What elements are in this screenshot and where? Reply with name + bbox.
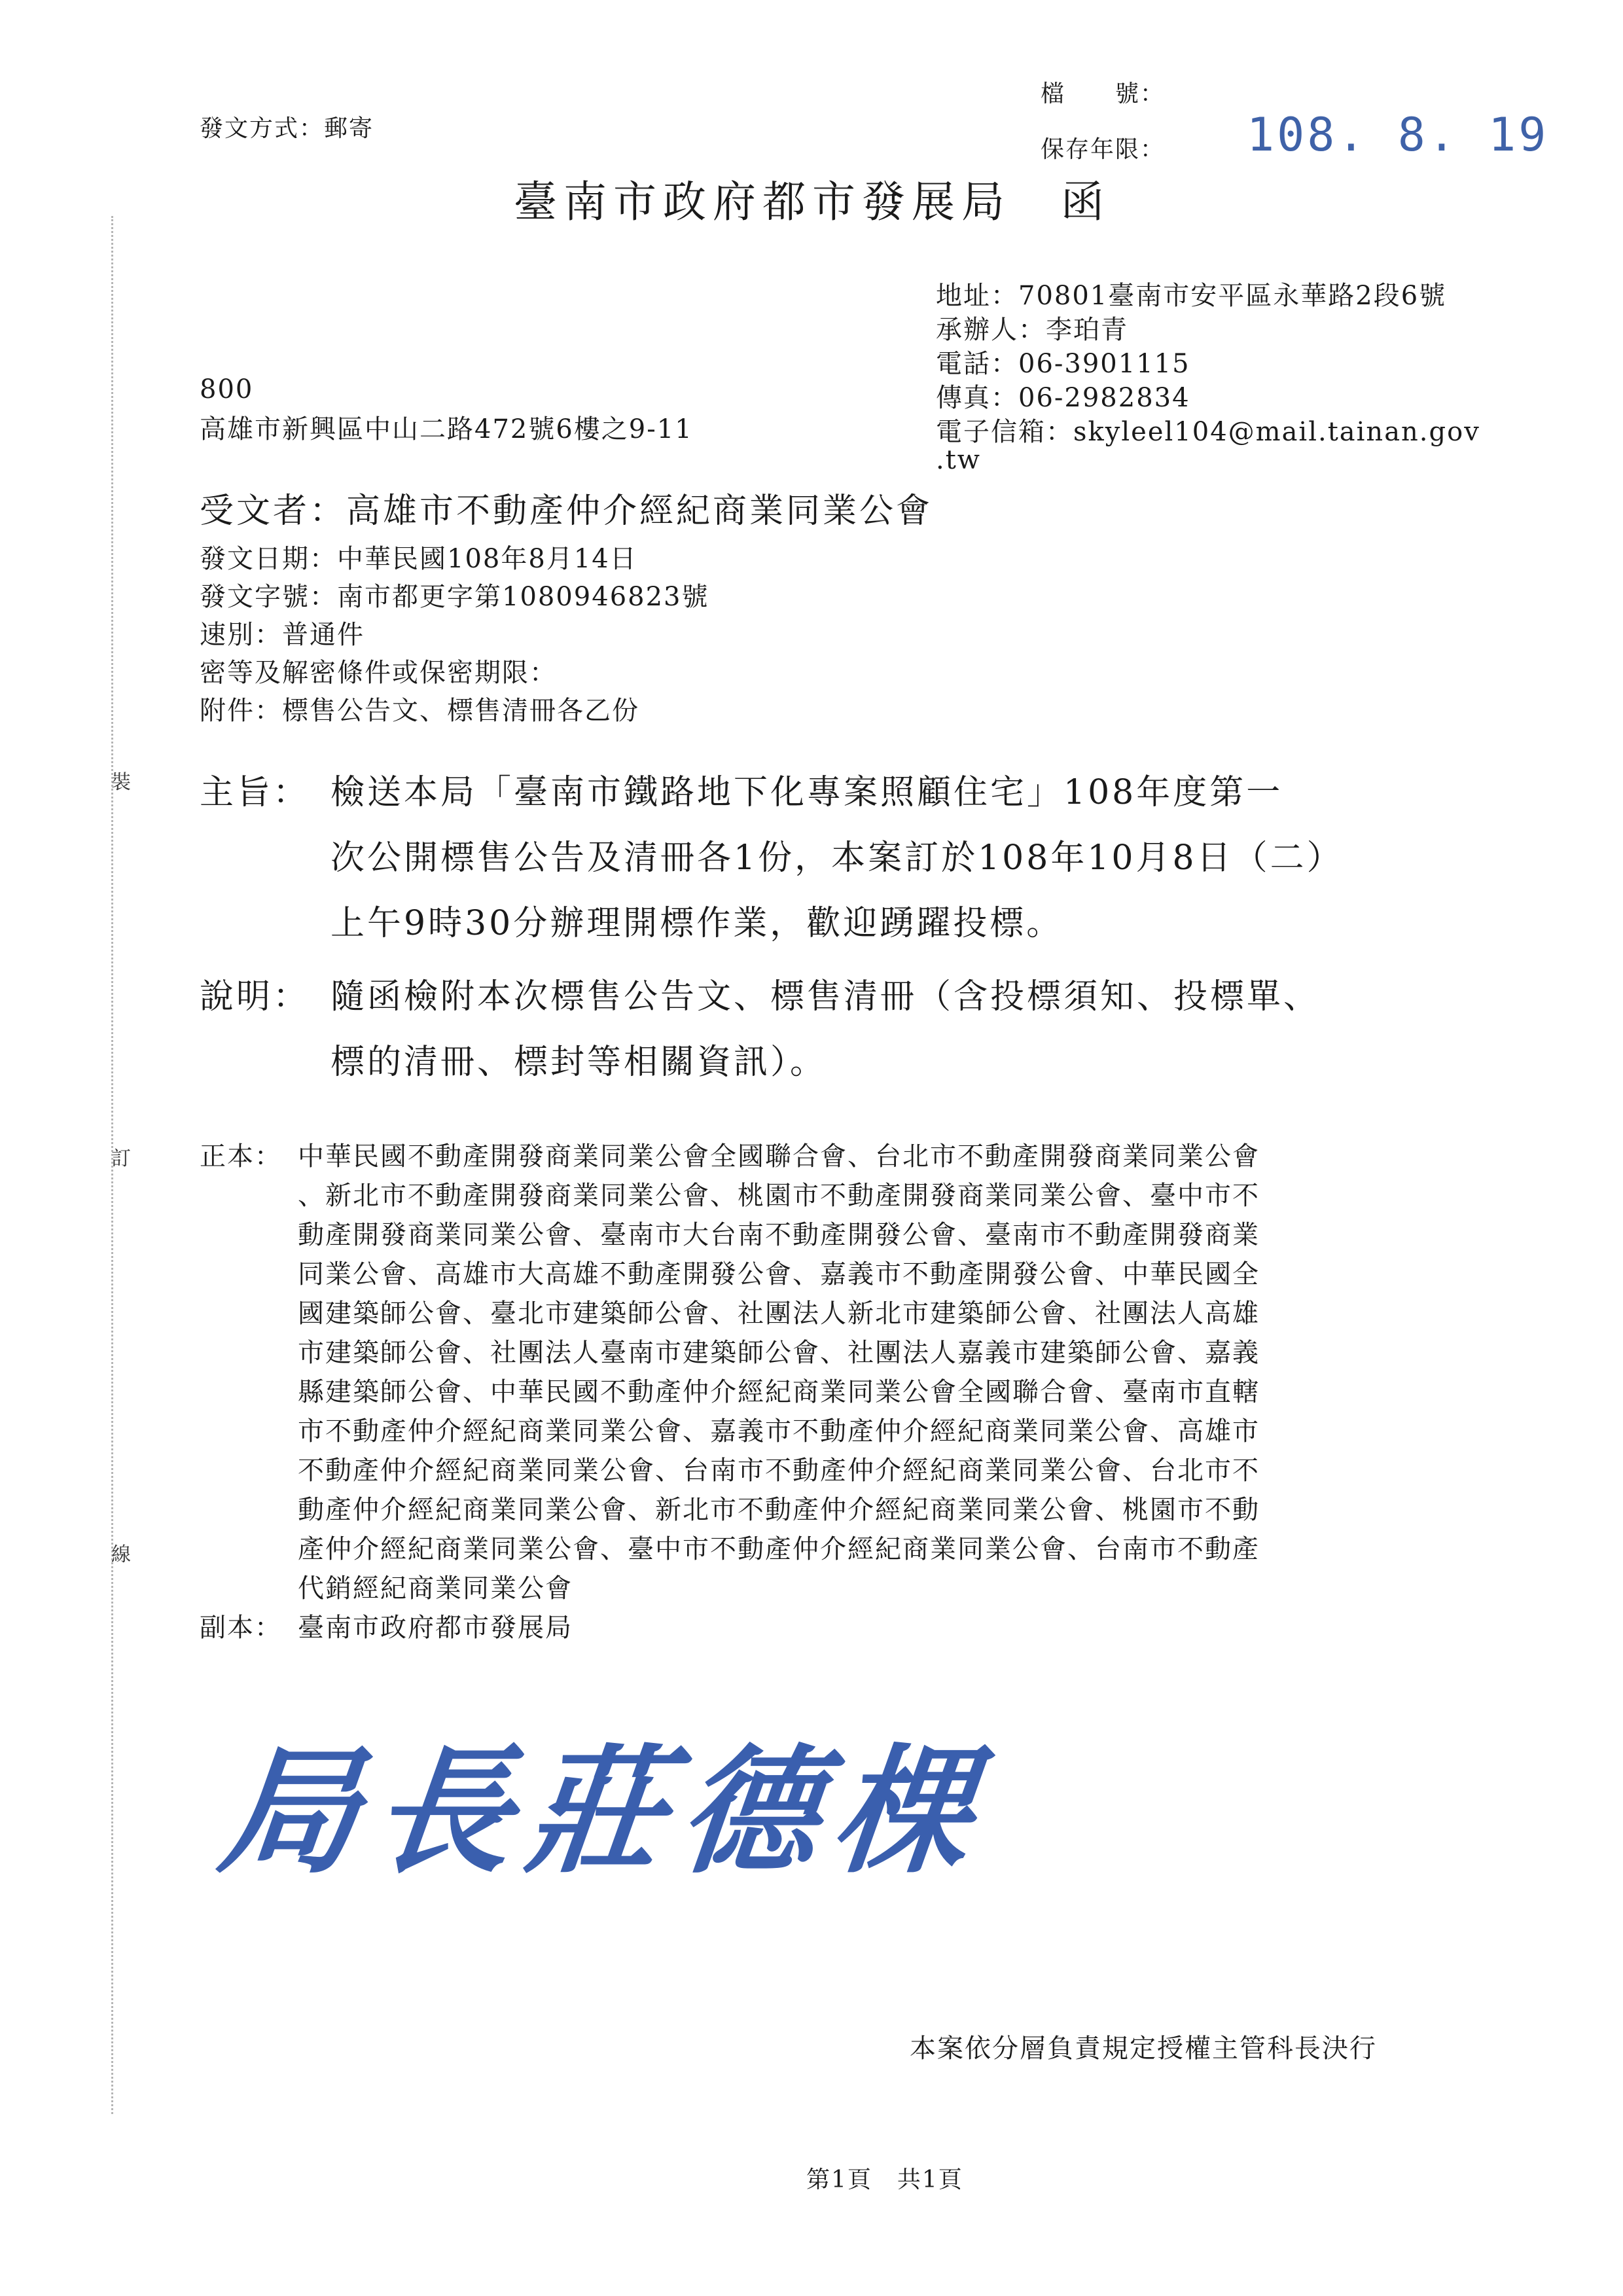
copy-recipients-label: 副本： bbox=[200, 1613, 282, 1643]
fax-number: 傳真：06-2982834 bbox=[936, 383, 1190, 413]
main-recipients-label: 正本： bbox=[200, 1141, 282, 1172]
phone-number: 電話：06-3901115 bbox=[936, 349, 1190, 379]
binding-mark-ding: 訂 bbox=[111, 1147, 131, 1170]
subject-label: 主旨： bbox=[200, 773, 310, 812]
main-recipient-line: 不動產仲介經紀商業同業公會、台南市不動產仲介經紀商業同業公會、台北市不 bbox=[298, 1456, 1260, 1486]
sender-address: 地址：70801臺南市安平區永華路2段6號 bbox=[936, 281, 1447, 311]
authorization-note: 本案依分層負責規定授權主管科長決行 bbox=[910, 2034, 1377, 2064]
main-recipient-line: 國建築師公會、臺北市建築師公會、社團法人新北市建築師公會、社團法人高雄 bbox=[298, 1299, 1260, 1329]
email-address: 電子信箱：skyleel104@mail.tainan.gov bbox=[936, 417, 1480, 447]
document-number: 發文字號：南市都更字第1080946823號 bbox=[200, 582, 709, 612]
postal-code: 800 bbox=[200, 374, 254, 404]
received-date-stamp: 108. 8. 19 bbox=[1247, 108, 1549, 162]
email-address-cont: .tw bbox=[936, 445, 982, 475]
recipient-line: 受文者：高雄市不動產仲介經紀商業同業公會 bbox=[200, 492, 933, 531]
binding-mark-xian: 線 bbox=[111, 1543, 131, 1566]
secrecy-level: 密等及解密條件或保密期限： bbox=[200, 658, 557, 688]
issue-date: 發文日期：中華民國108年8月14日 bbox=[200, 544, 637, 574]
delivery-speed: 速別：普通件 bbox=[200, 620, 365, 650]
retention-period-label: 保存年限： bbox=[1041, 136, 1166, 163]
explanation-line: 標的清冊、標封等相關資訊）。 bbox=[330, 1043, 827, 1082]
main-recipient-line: 、新北市不動產開發商業同業公會、桃園市不動產開發商業同業公會、臺中市不 bbox=[298, 1181, 1260, 1211]
main-recipient-line: 代銷經紀商業同業公會 bbox=[298, 1573, 573, 1604]
binding-mark-zhuang: 裝 bbox=[111, 771, 131, 794]
main-recipient-line: 動產開發商業同業公會、臺南市大台南不動產開發公會、臺南市不動產開發商業 bbox=[298, 1220, 1260, 1250]
subject-line: 檢送本局「臺南市鐵路地下化專案照顧住宅」108年度第一 bbox=[330, 773, 1283, 812]
recipient-mailing-address: 高雄市新興區中山二路472號6樓之9-11 bbox=[200, 414, 693, 444]
attachment-line: 附件：標售公告文、標售清冊各乙份 bbox=[200, 696, 639, 726]
main-recipient-line: 動產仲介經紀商業同業公會、新北市不動產仲介經紀商業同業公會、桃園市不動 bbox=[298, 1495, 1260, 1525]
main-recipient-line: 同業公會、高雄市大高雄不動產開發公會、嘉義市不動產開發公會、中華民國全 bbox=[298, 1259, 1260, 1289]
explanation-label: 說明： bbox=[200, 977, 310, 1016]
copy-recipient: 臺南市政府都市發展局 bbox=[298, 1613, 573, 1643]
subject-line: 上午9時30分辦理開標作業，歡迎踴躍投標。 bbox=[330, 904, 1063, 943]
handler-name: 承辦人：李珀青 bbox=[936, 315, 1128, 345]
main-recipient-line: 市建築師公會、社團法人臺南市建築師公會、社團法人嘉義市建築師公會、嘉義 bbox=[298, 1338, 1260, 1368]
main-recipient-line: 產仲介經紀商業同業公會、臺中市不動產仲介經紀商業同業公會、台南市不動產 bbox=[298, 1534, 1260, 1564]
explanation-line: 隨函檢附本次標售公告文、標售清冊（含投標須知、投標單、 bbox=[330, 977, 1321, 1016]
main-recipient-line: 市不動產仲介經紀商業同業公會、嘉義市不動產仲介經紀商業同業公會、高雄市 bbox=[298, 1416, 1260, 1446]
send-method: 發文方式：郵寄 bbox=[200, 115, 374, 142]
document-title: 臺南市政府都市發展局 函 bbox=[514, 177, 1111, 227]
main-recipient-line: 縣建築師公會、中華民國不動產仲介經紀商業同業公會全國聯合會、臺南市直轄 bbox=[298, 1377, 1260, 1407]
main-recipient-line: 中華民國不動產開發商業同業公會全國聯合會、台北市不動產開發商業同業公會 bbox=[298, 1141, 1260, 1172]
page-number: 第1頁 共1頁 bbox=[806, 2166, 963, 2193]
director-signature: 局長莊德棵 bbox=[213, 1731, 996, 1892]
file-number-label: 檔 號： bbox=[1041, 81, 1166, 107]
subject-line: 次公開標售公告及清冊各1份，本案訂於108年10月8日（二） bbox=[330, 838, 1344, 878]
